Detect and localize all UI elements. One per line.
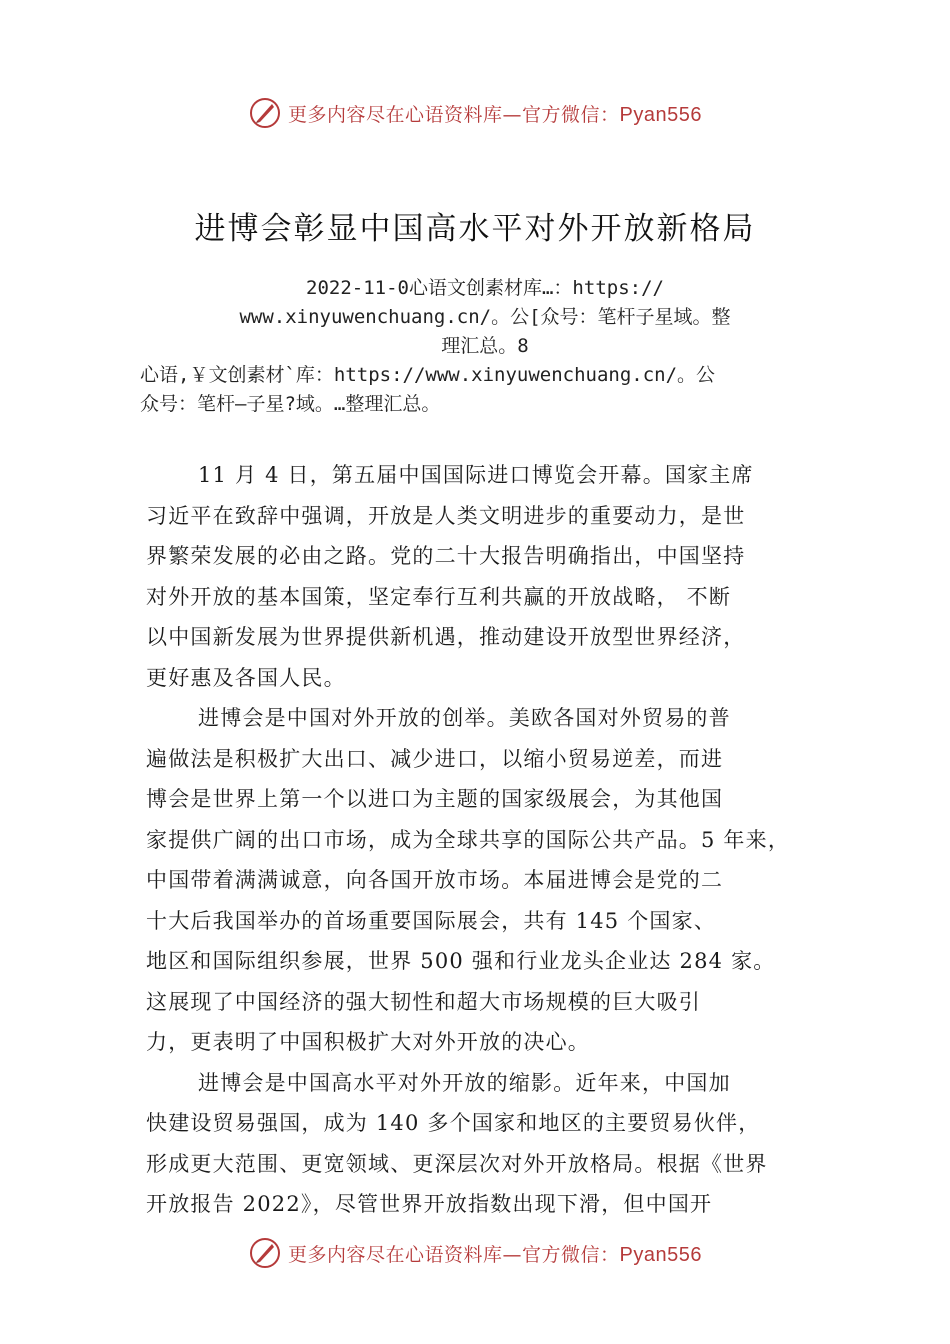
body-line: 进博会是中国高水平对外开放的缩影。近年来，中国加 [198, 1070, 731, 1095]
body-line: 这展现了中国经济的强大韧性和超大市场规模的巨大吸引 [146, 989, 701, 1014]
body-line: 形成更大范围、更宽领域、更深层次对外开放格局。根据《世界 [146, 1151, 768, 1176]
body-line: 遍做法是积极扩大出口、减少进口，以缩小贸易逆差，而进 [146, 746, 724, 771]
quill-logo-icon [248, 96, 282, 130]
meta-line: 众号：笔杆—子星?域。…整理汇总。 [140, 393, 441, 415]
body-line: 地区和国际组织参展，世界 500 强和行业龙头企业达 284 家。 [146, 949, 776, 973]
footer-banner-code: Pyan556 [619, 1243, 702, 1266]
body-line: 界繁荣发展的必由之路。党的二十大报告明确指出，中国坚持 [146, 544, 746, 568]
footer-banner-text: 更多内容尽在心语资料库—官方微信： [288, 1243, 620, 1266]
page-title: 进博会彰显中国高水平对外开放新格局 [194, 211, 756, 247]
body-line: 家提供广阔的出口市场，成为全球共享的国际公共产品。5 年来， [146, 827, 791, 852]
body-line: 力，更表明了中国积极扩大对外开放的决心。 [146, 1030, 590, 1054]
meta-line: 理汇总。8 [441, 335, 529, 357]
body-line: 十大后我国举办的首场重要国际展会，共有 145 个国家、 [146, 908, 717, 933]
body-line: 习近平在致辞中强调，开放是人类文明进步的重要动力，是世 [146, 503, 746, 528]
meta-line: www.xinyuwenchuang.cn/。公[众号：笔杆子星域。整 [239, 306, 731, 328]
header-banner-code: Pyan556 [619, 103, 702, 126]
header-banner-text: 更多内容尽在心语资料库—官方微信： [288, 103, 620, 126]
meta-line: 心语,￥文创素材`库：https://www.xinyuwenchuang.cn/。公 [140, 364, 716, 386]
body-line: 博会是世界上第一个以进口为主题的国家级展会，为其他国 [146, 787, 724, 811]
article-body [146, 455, 826, 1225]
header-banner [0, 93, 950, 133]
body-line: 以中国新发展为世界提供新机遇，推动建设开放型世界经济， [146, 625, 746, 649]
body-line: 快建设贸易强国，成为 140 多个国家和地区的主要贸易伙伴， [146, 1111, 761, 1135]
body-line: 开放报告 2022》，尽管世界开放指数出现下滑，但中国开 [146, 1192, 713, 1216]
body-line: 中国带着满满诚意，向各国开放市场。本届进博会是党的二 [146, 868, 724, 892]
footer-banner [0, 1233, 950, 1273]
source-meta [140, 274, 830, 419]
body-line: 更好惠及各国人民。 [146, 665, 346, 690]
meta-line: 2022-11-0心语文创素材库…：https:// [306, 277, 664, 299]
quill-logo-icon [248, 1236, 282, 1270]
body-line: 进博会是中国对外开放的创举。美欧各国对外贸易的普 [198, 706, 731, 730]
body-line: 11 月 4 日，第五届中国国际进口博览会开幕。国家主席 [198, 463, 754, 487]
body-line: 对外开放的基本国策，坚定奉行互利共赢的开放战略， 不断 [146, 584, 732, 609]
